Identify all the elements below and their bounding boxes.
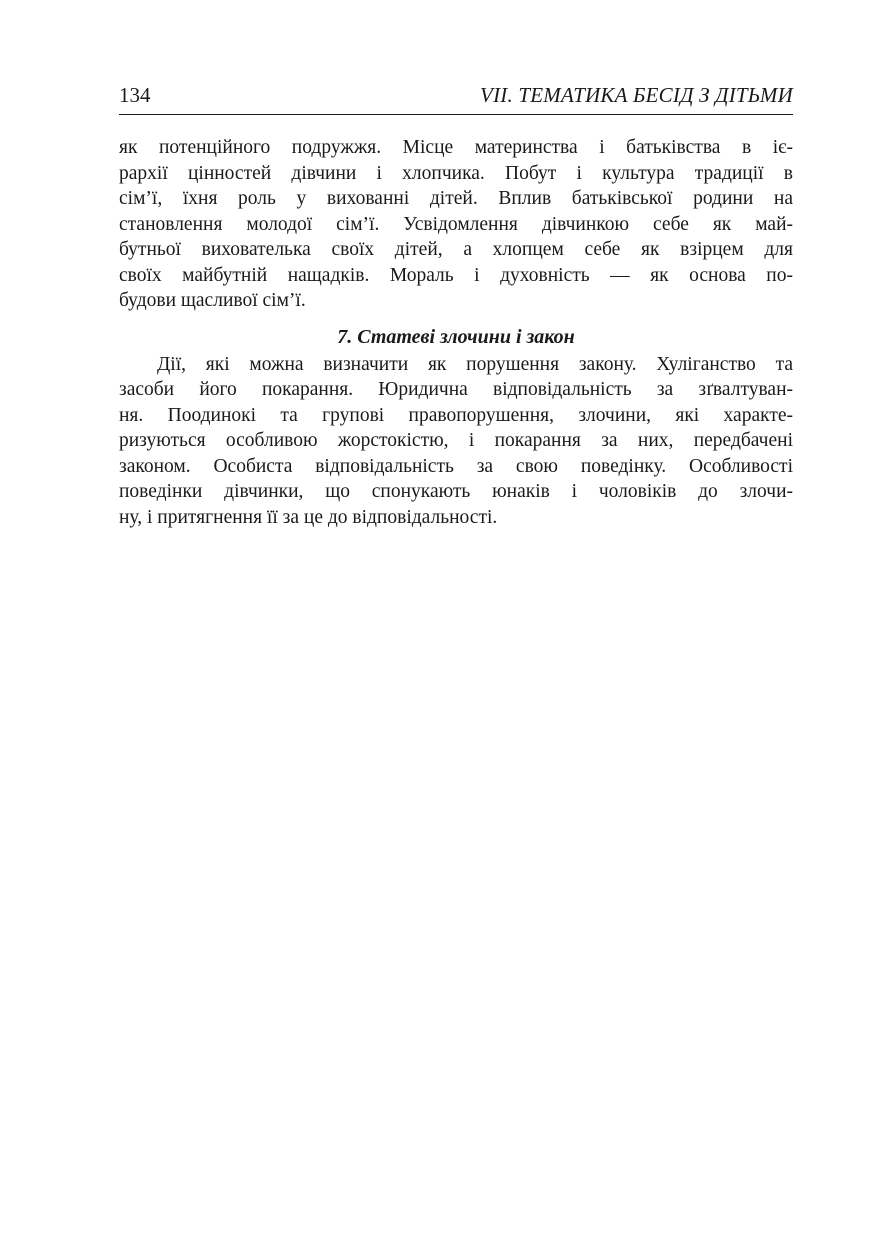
page-number: 134 [119, 83, 151, 107]
running-header [119, 82, 793, 115]
text-line: засоби його покарання. Юридична відповідальність за зґвалтуван- [119, 379, 793, 400]
book-page [119, 82, 793, 530]
text-line: як потенційного подружжя. Місце материнства і батьківства в іє- [119, 137, 793, 158]
text-line: поведінки дівчинки, що спонукають юнаків і чоловіків до злочи- [119, 481, 793, 502]
text-line: бутньої вихователька своїх дітей, а хлопцем себе як взірцем для [119, 239, 793, 260]
text-line: Дії, які можна визначити як порушення закону. Хуліганство та [157, 353, 793, 375]
text-line: будови щасливої сім’ї. [119, 290, 306, 311]
section-heading: 7. Статеві злочини і закон [337, 325, 575, 348]
paragraph-law [119, 352, 793, 531]
text-line: ризуються особливою жорстокістю, і покарання за них, передбачені [119, 430, 793, 451]
text-line: сім’ї, їхня роль у вихованні дітей. Вплив батьківської родини на [119, 188, 793, 209]
body-text [119, 135, 793, 530]
text-line: ну, і притягнення її за це до відповідальності. [119, 506, 498, 528]
text-line: ня. Поодинокі та групові правопорушення, злочини, які характе- [119, 404, 793, 426]
paragraph-family [119, 135, 793, 314]
text-line: законом. Особиста відповідальність за свою поведінку. Особливості [119, 455, 793, 477]
text-line: своїх майбутній нащадків. Мораль і духовність — як основа по- [119, 264, 793, 286]
running-title: VII. ТЕМАТИКА БЕСІД З ДІТЬМИ [480, 83, 793, 107]
text-line: рархії цінностей дівчини і хлопчика. Побут і культура традиції в [119, 162, 793, 184]
text-line: становлення молодої сім’ї. Усвідомлення дівчинкою себе як май- [119, 213, 793, 235]
